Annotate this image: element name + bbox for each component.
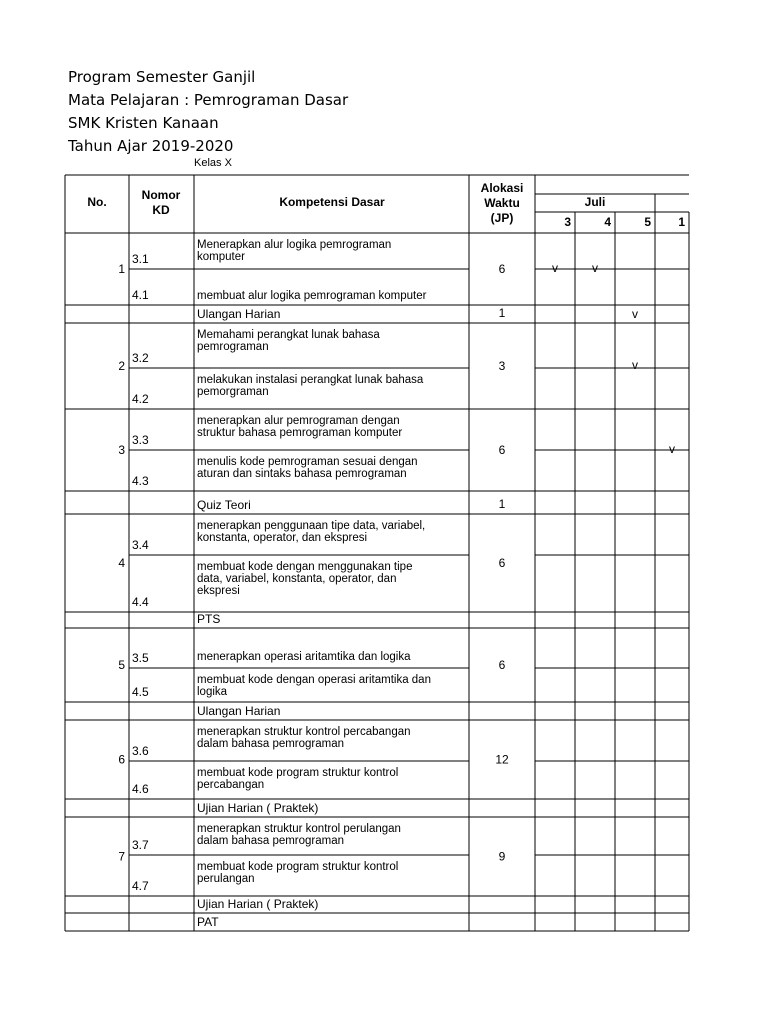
kompetensi-4.5-line1: membuat kode dengan operasi aritamtika dan xyxy=(197,674,431,686)
row-number-6: 6 xyxy=(118,752,125,767)
kompetensi-3.2-line1: Memahami perangkat lunak bahasa xyxy=(197,329,380,341)
row-number-5: 5 xyxy=(118,658,125,672)
kompetensi-4.3-line1: menulis kode pemrograman sesuai dengan xyxy=(197,456,418,468)
jp-value-3: 6 xyxy=(498,443,506,457)
assessment-ulangan-harian: Ulangan Harian xyxy=(197,704,281,718)
kompetensi-4.3-line2: aturan dan sintaks bahasa pemrograman xyxy=(197,468,407,480)
kompetensi-4.1-line1: membuat alur logika pemrograman komputer xyxy=(197,290,427,302)
kompetensi-4.5-line2: logika xyxy=(197,686,228,698)
header-month: Juli xyxy=(584,195,606,209)
kompetensi-3.1-line1: Menerapkan alur logika pemrograman xyxy=(197,239,392,251)
kompetensi-3.5-line1: menerapkan operasi aritamtika dan logika xyxy=(197,651,411,663)
check-mark-1-w4: v xyxy=(592,261,598,275)
kd-number-3.2: 3.2 xyxy=(132,351,149,365)
kompetensi-4.7-line2: perulangan xyxy=(197,873,255,885)
header-week-4: 4 xyxy=(604,215,611,229)
kd-number-3.4: 3.4 xyxy=(132,538,149,552)
assessment-ujian-harian-praktek-: Ujian Harian ( Praktek) xyxy=(197,897,319,911)
kompetensi-3.3-line2: struktur bahasa pemrograman komputer xyxy=(197,427,403,439)
kd-number-3.5: 3.5 xyxy=(132,651,149,665)
row-number-2: 2 xyxy=(118,359,125,373)
assessment-ulangan-harian: Ulangan Harian xyxy=(197,307,281,321)
header-kd-line1: Nomor xyxy=(141,188,181,202)
header-alokasi-line3: (JP) xyxy=(490,211,514,225)
kompetensi-3.6-line2: dalam bahasa pemrograman xyxy=(197,738,345,750)
kd-number-3.7: 3.7 xyxy=(132,838,149,852)
kompetensi-4.4-line3: ekspresi xyxy=(197,585,240,597)
kd-number-4.5: 4.5 xyxy=(132,685,149,699)
jp-value-5: 6 xyxy=(498,658,506,672)
kd-number-4.1: 4.1 xyxy=(132,288,149,302)
kompetensi-3.2-line2: pemrograman xyxy=(197,341,269,353)
row-number-1: 1 xyxy=(118,262,125,276)
school-name: SMK Kristen Kanaan xyxy=(68,114,219,132)
row-number-3: 3 xyxy=(118,443,125,457)
row-number-7: 7 xyxy=(118,849,125,864)
jp-value-1: 6 xyxy=(498,262,506,276)
kompetensi-3.7-line1: menerapkan struktur kontrol perulangan xyxy=(197,823,401,835)
header-alokasi-line2: Waktu xyxy=(484,196,520,210)
kompetensi-4.4-line2: data, variabel, konstanta, operator, dan xyxy=(197,573,397,585)
check-mark-ulangan-1-w5: v xyxy=(632,307,638,321)
kompetensi-4.2-line2: pemorgraman xyxy=(197,386,269,398)
kompetensi-4.6-line1: membuat kode program struktur kontrol xyxy=(197,767,399,779)
header-kompetensi: Kompetensi Dasar xyxy=(279,195,385,209)
kd-number-4.7: 4.7 xyxy=(132,879,149,893)
kd-number-3.3: 3.3 xyxy=(132,433,149,447)
kd-number-4.2: 4.2 xyxy=(132,392,149,406)
kompetensi-3.7-line2: dalam bahasa pemrograman xyxy=(197,835,345,847)
kd-number-4.6: 4.6 xyxy=(132,782,149,796)
assessment-jp-2: 1 xyxy=(498,306,506,320)
kompetensi-3.4-line1: menerapkan penggunaan tipe data, variabel, xyxy=(197,520,426,532)
check-mark-3-w1: v xyxy=(669,442,675,456)
header-week-1: 1 xyxy=(678,215,685,229)
kompetensi-3.1-line2: komputer xyxy=(197,251,245,263)
header-kd-line2: KD xyxy=(152,203,170,217)
jp-value-2: 3 xyxy=(498,359,506,373)
kompetensi-3.6-line1: menerapkan struktur kontrol percabangan xyxy=(197,726,411,738)
kompetensi-3.3-line1: menerapkan alur pemrograman dengan xyxy=(197,415,400,427)
kompetensi-4.4-line1: membuat kode dengan menggunakan tipe xyxy=(197,561,413,573)
kd-number-4.3: 4.3 xyxy=(132,474,149,488)
assessment-jp-7: 1 xyxy=(498,497,506,511)
kd-number-3.1: 3.1 xyxy=(132,252,149,266)
jp-value-7: 9 xyxy=(498,849,506,864)
assessment-pts: PTS xyxy=(197,612,221,626)
kompetensi-4.2-line1: melakukan instalasi perangkat lunak bahasa xyxy=(197,374,424,386)
check-mark-1-w3: v xyxy=(552,261,558,275)
kd-number-4.4: 4.4 xyxy=(132,595,149,609)
jp-value-6: 12 xyxy=(495,752,509,767)
jp-value-4: 6 xyxy=(498,556,506,570)
kompetensi-4.7-line1: membuat kode program struktur kontrol xyxy=(197,861,399,873)
row-number-4: 4 xyxy=(118,556,125,570)
subject-title: Mata Pelajaran : Pemrograman Dasar xyxy=(68,91,349,109)
class-label: Kelas X xyxy=(194,157,232,169)
assessment-ujian-harian-praktek-: Ujian Harian ( Praktek) xyxy=(197,801,319,815)
kd-number-3.6: 3.6 xyxy=(132,744,149,758)
assessment-quiz-teori: Quiz Teori xyxy=(197,498,251,512)
check-mark-2-w5: v xyxy=(632,358,638,372)
header-week-3: 3 xyxy=(564,215,571,229)
kompetensi-3.4-line2: konstanta, operator, dan ekspresi xyxy=(197,532,368,544)
kompetensi-4.6-line2: percabangan xyxy=(197,779,265,791)
header-no: No. xyxy=(87,195,107,209)
header-alokasi-line1: Alokasi xyxy=(480,181,524,195)
header-week-5: 5 xyxy=(644,215,651,229)
assessment-pat: PAT xyxy=(197,915,219,929)
program-title: Program Semester Ganjil xyxy=(68,68,256,86)
academic-year: Tahun Ajar 2019-2020 xyxy=(68,137,234,155)
